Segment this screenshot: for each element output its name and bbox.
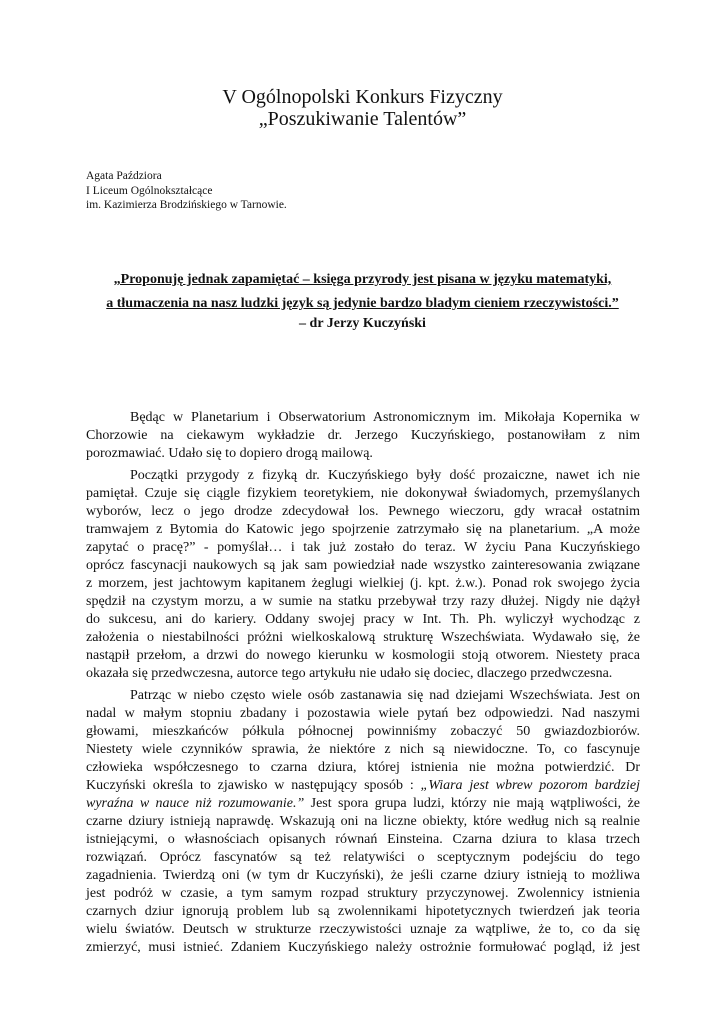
paragraph-text: Jest spora grupa ludzi, którzy nie mają wątpliwości, że bbox=[304, 796, 640, 811]
paragraph-line: Będąc w Planetarium i Obserwatorium Astronomicznym im. Mikołaja Kopernika w bbox=[130, 410, 640, 425]
paragraph-line: tramwajem z Bytomia do Katowic jego spojrzenie zatrzymało się na planetarium. „A może bbox=[86, 522, 640, 537]
paragraph-line bbox=[86, 796, 640, 812]
contest-title: V Ogólnopolski Konkurs Fizyczny bbox=[222, 86, 503, 108]
paragraph-text: Kuczyński określa to zjawisko w następujący sposób : bbox=[86, 778, 421, 793]
cited-quote: „Wiara jest wbrew pozorom bardziej bbox=[420, 778, 640, 793]
author-school-patron: im. Kazimierza Brodzińskiego w Tarnowie. bbox=[86, 199, 287, 211]
paragraph-line: spędził na czystym morzu, a w sumie na statku przebywał trzy razy dłużej. Nigdy nie dążył bbox=[86, 594, 640, 609]
paragraph-line: czarne dziury istnieją naprawdę. Wskazują oni na liczne obiekty, które według nich są realnie bbox=[86, 814, 640, 829]
paragraph-line: okazała się przedwczesna, autorce tego artykułu nie udało się dociec, dlaczego przedwczesna. bbox=[86, 666, 613, 681]
paragraph-line: zapytać o pracę?” - pomyślał… i tak już zostało do teraz. W życiu Pana Kuczyńskiego bbox=[86, 540, 640, 555]
contest-subtitle: „Poszukiwanie Talentów” bbox=[258, 108, 467, 130]
paragraph-line: zmierzyć, musi istnieć. Zdaniem Kuczyńskiego należy ostrożnie formułować pogląd, iż jest bbox=[86, 940, 640, 955]
paragraph-line bbox=[86, 778, 640, 794]
paragraph-line: czarnych dziur ignorują problem lub są zwolennikami hipotetycznych twierdzeń jak teoria bbox=[86, 904, 640, 919]
paragraph-line: wielu światów. Deutsch w strukturze rzeczywistości uznaje za wątpliwe, że to, co da się bbox=[86, 922, 640, 937]
paragraph-line: oprócz fascynacji naukowych są jak sam powiedział nade wszystko zainteresowania związane bbox=[86, 558, 640, 573]
paragraph-line: wyborów, lecz o jego drodze zdecydował los. Pewnego wieczoru, gdy wracał ostatnim bbox=[86, 504, 640, 519]
paragraph-line: założenia o niestabilności próżni wielkoskalową strukturę Wszechświata. Wydawało się, że bbox=[86, 630, 640, 645]
paragraph-line: do sukcesu, ani do kariery. Oddany swojej pracy w Int. Th. Ph. wyliczył wychodząc z bbox=[86, 612, 640, 627]
paragraph-line: głowami, mieszkańców półkula północnej powinniśmy zobaczyć 50 gwiazdozbiorów. bbox=[86, 724, 640, 739]
paragraph-line: Niestety wiele czynników sprawia, że niektóre z nich są niewidoczne. To, co fascynuje bbox=[86, 742, 640, 757]
paragraph-line: porozmawiać. Udało się to dopiero drogą mailową. bbox=[86, 446, 373, 461]
paragraph-line: Początki przygody z fizyką dr. Kuczyńskiego były dość prozaiczne, nawet ich nie bbox=[130, 468, 640, 483]
paragraph-line: zagadnienia. Twierdzą oni (w tym dr Kuczyński), że jeśli czarne dziury istnieją to możliwa bbox=[86, 868, 640, 883]
epigraph-line: „Proponuję jednak zapamiętać – księga przyrody jest pisana w języku matematyki, bbox=[113, 272, 612, 287]
author-name: Agata Paździora bbox=[86, 170, 162, 182]
paragraph-line: pamiętał. Czuje się ciągle fizykiem teoretykiem, nie dokonywał świadomych, przemyślanych bbox=[86, 486, 640, 501]
paragraph-line: jest podróż w czasie, a tym samym rozpad struktury przyczynowej. Zwolennicy istnienia bbox=[86, 886, 640, 901]
author-school: I Liceum Ogólnokształcące bbox=[86, 184, 213, 197]
paragraph-line: nadal w małym stopniu zbadany i pozostawia wiele pytań bez odpowiedzi. Nad naszymi bbox=[86, 706, 640, 721]
paragraph-line: z morzem, jest jachtowym kapitanem żeglugi wielkiej (j. kpt. ż.w.). Ponad rok swojego życia bbox=[86, 576, 640, 591]
paragraph-line: nastąpił przełom, a drzwi do nowego kierunku w kosmologii stoją otworem. Niestety praca bbox=[86, 648, 640, 663]
paragraph-line: rozwiązań. Oprócz fascynatów są też relatywiści o sceptycznym podejściu do tego bbox=[86, 850, 640, 865]
cited-quote: wyraźna w nauce niż rozumowanie.” bbox=[86, 796, 305, 811]
paragraph-line: Chorzowie na ciekawym wykładzie dr. Jerzego Kuczyńskiego, postanowiłam z nim bbox=[86, 428, 640, 443]
epigraph-line: a tłumaczenia na nasz ludzki język są jedynie bardzo bladym cieniem rzeczywistości.” bbox=[106, 296, 619, 311]
paragraph-line: człowieka współczesnego to czarna dziura, której istnienia nie można potwierdzić. Dr bbox=[86, 760, 640, 775]
paragraph-line: Patrząc w niebo często wiele osób zastanawia się nad dziejami Wszechświata. Jest on bbox=[130, 688, 640, 703]
epigraph-attribution: – dr Jerzy Kuczyński bbox=[299, 316, 426, 331]
paragraph-line: istniejącymi, o własnościach opisanych równań Einsteina. Czarna dziura to klasa trzech bbox=[86, 832, 640, 847]
